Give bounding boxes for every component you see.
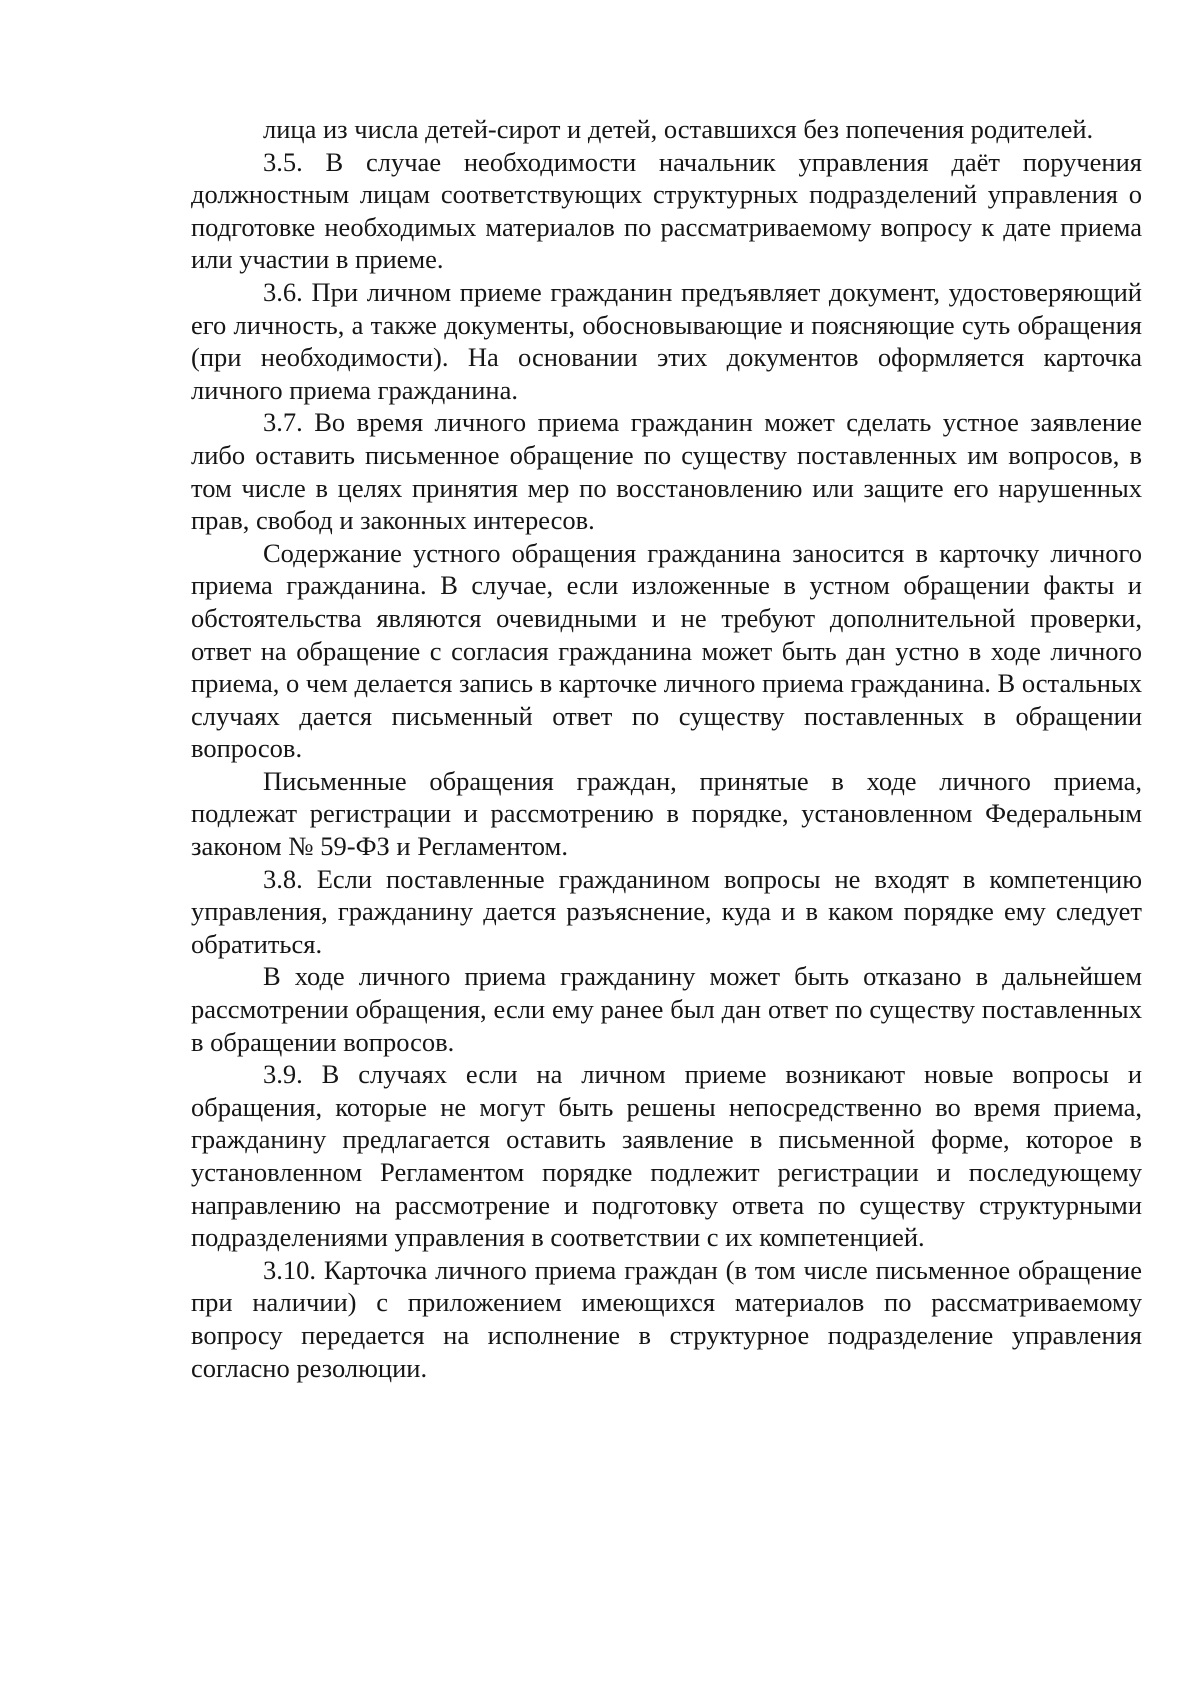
paragraph-3-9: 3.9. В случаях если на личном приеме возникают новые вопросы и обращения, которые не могут быть решены непосредственно во время приема, гражданину предлагается оставить заявление в письменной форме, которое в установленном Регламентом порядке подлежит регистрации и последующему направлению на рассмотрение и подготовку ответа по существу структурными подразделениями управления в соответствии с их компетенцией. — [191, 1059, 1142, 1253]
paragraph-written-appeals: Письменные обращения граждан, принятые в ходе личного приема, подлежат регистрации и рассмотрению в порядке, установленном Федеральным законом № 59-ФЗ и Регламентом. — [191, 765, 1142, 862]
paragraph-continuation: лица из числа детей-сирот и детей, оставшихся без попечения родителей. — [263, 114, 1094, 144]
paragraph-3-7: 3.7. Во время личного приема гражданин может сделать устное заявление либо оставить письменное обращение по существу поставленных им вопросов, в том числе в целях принятия мер по восстановлению или защите его нарушенных прав, свобод и законных интересов. — [191, 407, 1142, 536]
paragraph-oral-appeal: Содержание устного обращения гражданина заносится в карточку личного приема гражданина. В случае, если изложенные в устном обращении факты и обстоятельства являются очевидными и не требуют дополнительной проверки, ответ на обращение с согласия гражданина может быть дан устно в ходе личного приема, о чем делается запись в карточке личного приема гражданина. В остальных случаях дается письменный ответ по существу поставленных в обращении вопросов. — [191, 537, 1142, 764]
paragraph-refusal: В ходе личного приема гражданину может быть отказано в дальнейшем рассмотрении обращения, если ему ранее был дан ответ по существу поставленных в обращении вопросов. — [191, 961, 1142, 1057]
paragraph-3-5: 3.5. В случае необходимости начальник управления даёт поручения должностным лицам соответствующих структурных подразделений управления о подготовке необходимых материалов по рассматриваемому вопросу к дате приема или участии в приеме. — [191, 146, 1142, 275]
paragraph-3-10: 3.10. Карточка личного приема граждан (в том числе письменное обращение при наличии) с приложением имеющихся материалов по рассматриваемому вопросу передается на исполнение в структурное подразделение управления согласно резолюции. — [191, 1254, 1142, 1383]
paragraph-3-8: 3.8. Если поставленные гражданином вопросы не входят в компетенцию управления, гражданину дается разъяснение, куда и в каком порядке ему следует обратиться. — [191, 863, 1142, 959]
document-body — [191, 113, 1142, 1384]
paragraph-3-6: 3.6. При личном приеме гражданин предъявляет документ, удостоверяющий его личность, а также документы, обосновывающие и поясняющие суть обращения (при необходимости). На основании этих документов оформляется карточка личного приема гражданина. — [191, 276, 1142, 405]
